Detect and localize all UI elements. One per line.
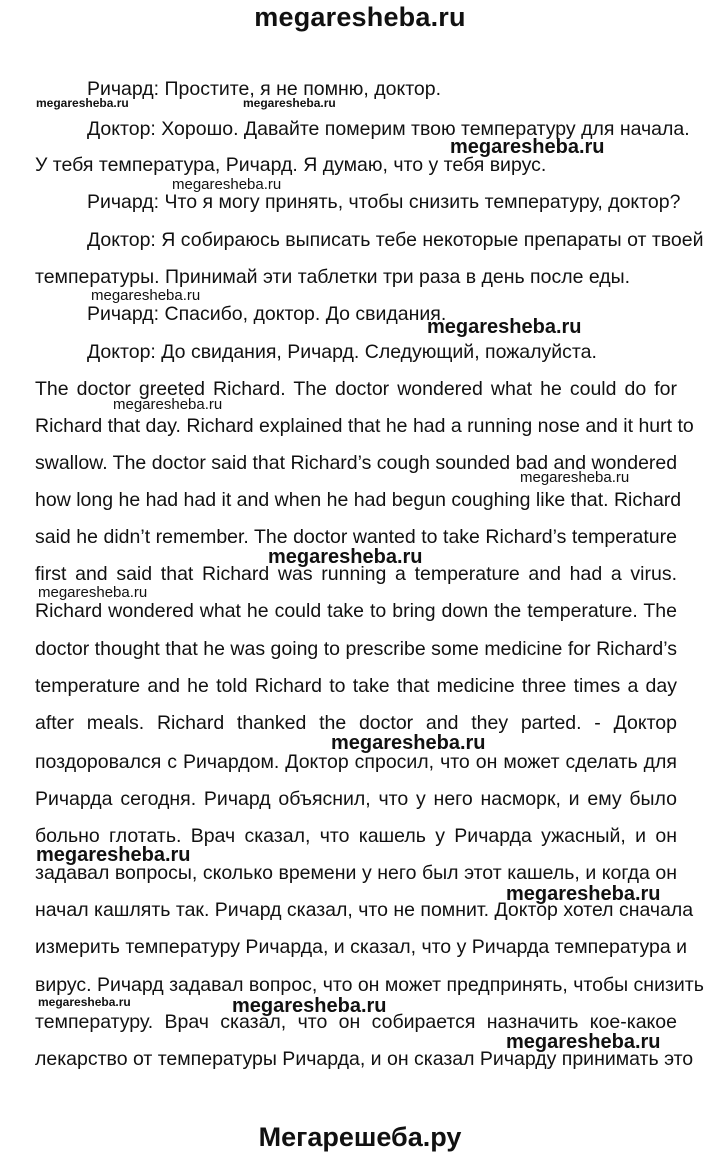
watermark: megaresheba.ru	[232, 995, 387, 1017]
watermark: megaresheba.ru	[427, 316, 582, 338]
paragraph-line: swallow. The doctor said that Richard’s cough sounded bad and wondered	[35, 452, 678, 474]
paragraph-line: how long he had had it and when he had begun coughing like that. Richard	[35, 489, 682, 511]
dialogue-line: Ричард: Что я могу принять, чтобы снизить температуру, доктор?	[87, 191, 681, 213]
dialogue-line: Доктор: До свидания, Ричард. Следующий, пожалуйста.	[87, 341, 597, 363]
dialogue-line: Доктор: Я собираюсь выписать тебе некоторые препараты от твоей	[87, 229, 704, 251]
paragraph-line: поздоровался с Ричардом. Доктор спросил, что он может сделать для	[35, 751, 677, 773]
site-footer-title: Мегарешеба.ру	[258, 1122, 462, 1152]
watermark: megaresheba.ru	[268, 546, 423, 568]
paragraph-line: вирус. Ричард задавал вопрос, что он может предпринять, чтобы снизить	[35, 974, 704, 996]
paragraph-line: The doctor greeted Richard. The doctor wondered what he could do for	[35, 378, 677, 400]
paragraph-line: first and said that Richard was running a temperature and had a virus.	[35, 563, 677, 585]
dialogue-line: Ричард: Спасибо, доктор. До свидания.	[87, 303, 447, 325]
watermark: megaresheba.ru	[506, 1031, 661, 1053]
paragraph-line: Richard that day. Richard explained that he had a running nose and it hurt to	[35, 415, 694, 437]
paragraph-line: температуру. Врач сказал, что он собирается назначить кое-какое	[35, 1011, 677, 1033]
watermark: megaresheba.ru	[172, 176, 282, 193]
site-header-title: megaresheba.ru	[254, 2, 466, 32]
watermark: megaresheba.ru	[38, 584, 148, 601]
watermark: megaresheba.ru	[36, 96, 129, 110]
watermark: megaresheba.ru	[450, 136, 605, 158]
dialogue-line: У тебя температура, Ричард. Я думаю, что у тебя вирус.	[35, 154, 547, 176]
paragraph-line: said he didn’t remember. The doctor wanted to take Richard’s temperature	[35, 526, 677, 548]
watermark: megaresheba.ru	[520, 469, 630, 486]
watermark: megaresheba.ru	[243, 96, 336, 110]
paragraph-line: лекарство от температуры Ричарда, и он сказал Ричарду принимать это	[35, 1048, 694, 1070]
paragraph-line: измерить температуру Ричарда, и сказал, что у Ричарда температура и	[35, 936, 687, 958]
dialogue-line: температуры. Принимай эти таблетки три раза в день после еды.	[35, 266, 631, 288]
paragraph-line: Richard wondered what he could take to bring down the temperature. The	[35, 600, 677, 622]
paragraph-line: temperature and he told Richard to take that medicine three times a day	[35, 675, 677, 697]
paragraph-line: doctor thought that he was going to prescribe some medicine for Richard’s	[35, 638, 677, 660]
dialogue-line: Доктор: Хорошо. Давайте померим твою температуру для начала.	[87, 118, 690, 140]
paragraph-line: задавал вопросы, сколько времени у него был этот кашель, и когда он	[35, 862, 677, 884]
watermark: megaresheba.ru	[38, 995, 131, 1009]
watermark: megaresheba.ru	[113, 396, 223, 413]
watermark: megaresheba.ru	[36, 844, 191, 866]
paragraph-line: Ричарда сегодня. Ричард объяснил, что у него насморк, и ему было	[35, 788, 677, 810]
watermark: megaresheba.ru	[91, 287, 201, 304]
watermark: megaresheba.ru	[506, 883, 661, 905]
paragraph-line: after meals. Richard thanked the doctor and they parted. - Доктор	[35, 712, 677, 734]
dialogue-line: Ричард: Простите, я не помню, доктор.	[87, 78, 442, 100]
paragraph-line: начал кашлять так. Ричард сказал, что не помнит. Доктор хотел сначала	[35, 899, 694, 921]
paragraph-line: больно глотать. Врач сказал, что кашель у Ричарда ужасный, и он	[35, 825, 677, 847]
watermark: megaresheba.ru	[331, 732, 486, 754]
